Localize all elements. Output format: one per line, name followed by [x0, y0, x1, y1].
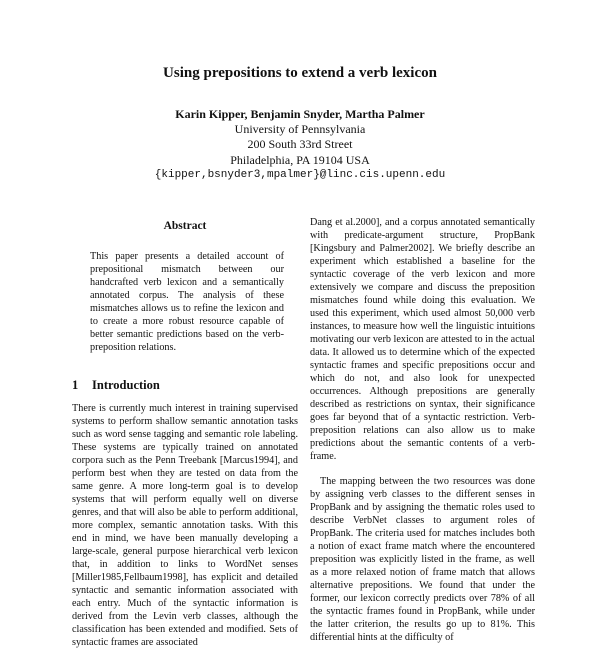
body-paragraph-1: Dang et al.2000], and a corpus annotated semantically with predicate-argument structure, PropBank [Kingsbury and Palmer2002]. We briefly describe an experiment which established a baseline for the syntactic coverage of the verb lexicon and more extensively we compare and discuss the preposition mismatches found while doing this evaluation. We used this experiment, which used almost 50,000 verb instances, to measure how well the linguistic intuitions motivating our verb lexicon are attested to in the actual data. It allowed us to determine which of the expected syntactic frames and specific prepositions occur and which do not, and also look for unexpected occurrences. Although prepositions are generally described as restrictions on syntax, their significance goes far beyond that of a syntactic restriction. Verb-preposition relations can also allow us to make predictions about the semantic contents of a verb-frame.: [310, 217, 535, 462]
affiliation: University of Pennsylvania: [234, 122, 366, 137]
section-number: 1: [72, 378, 79, 392]
right-column: [310, 216, 535, 644]
paper-title: Using prepositions to extend a verb lexicon: [163, 65, 437, 81]
introduction-text: There is currently much interest in training supervised systems to perform shallow semantic annotation tasks such as word sense tagging and semantic role labeling. These systems are typically trained on annotated corpora such as the Penn Treebank [Marcus1994], and perform best when they are tested on data from the same genre. A more long-term goal is to develop systems that will perform equally well on diverse genres, and that will also be able to perform additional, more complex, semantic annotation tasks. With this end in mind, we have been manually developing a large-scale, general purpose hierarchical verb lexicon that, in addition to links to WordNet senses [Miller1985,Fellbaum1998], has explicit and detailed syntactic and semantic information associated with each entry. Much of the syntactic information is derived from the Levin verb classes, although the classification has been extended and modified. Sets of syntactic frames are associated: [72, 403, 298, 648]
author-block: [0, 107, 600, 183]
body-paragraph-2: The mapping between the two resources was done by assigning verb classes to the different senses in PropBank and by assigning the thematic roles used to describe VerbNet classes to argument roles of PropBank. The criteria used for matches includes both a notion of exact frame match where the encountered preposition was explicitly listed in the frame, as well as a more relaxed notion of frame match that allows alternative prepositions. We found that under the former, our lexicon correctly predicts over 78% of all the syntactic frames found in PropBank, while under the latter criterion, the results go up to 81%. This differential hints at the difficulty of: [310, 476, 535, 643]
abstract-text: This paper presents a detailed account of prepositional mismatch between our handcrafted verb lexicon and a semantically annotated corpus. The analysis of these mismatches allows us to refine the lexicon and to create a more robust resource capable of better semantic predictions based on the verb-preposition relations.: [90, 251, 284, 353]
left-column: [72, 216, 298, 649]
author-names: Karin Kipper, Benjamin Snyder, Martha Palmer: [175, 107, 425, 121]
section-heading-introduction: [72, 377, 298, 393]
address-line-2: Philadelphia, PA 19104 USA: [230, 152, 370, 167]
section-title: Introduction: [92, 378, 160, 392]
address-line-1: 200 South 33rd Street: [247, 137, 353, 152]
abstract-heading: Abstract: [163, 220, 207, 232]
author-email: {kipper,bsnyder3,mpalmer}@linc.cis.upenn.edu: [154, 168, 446, 181]
